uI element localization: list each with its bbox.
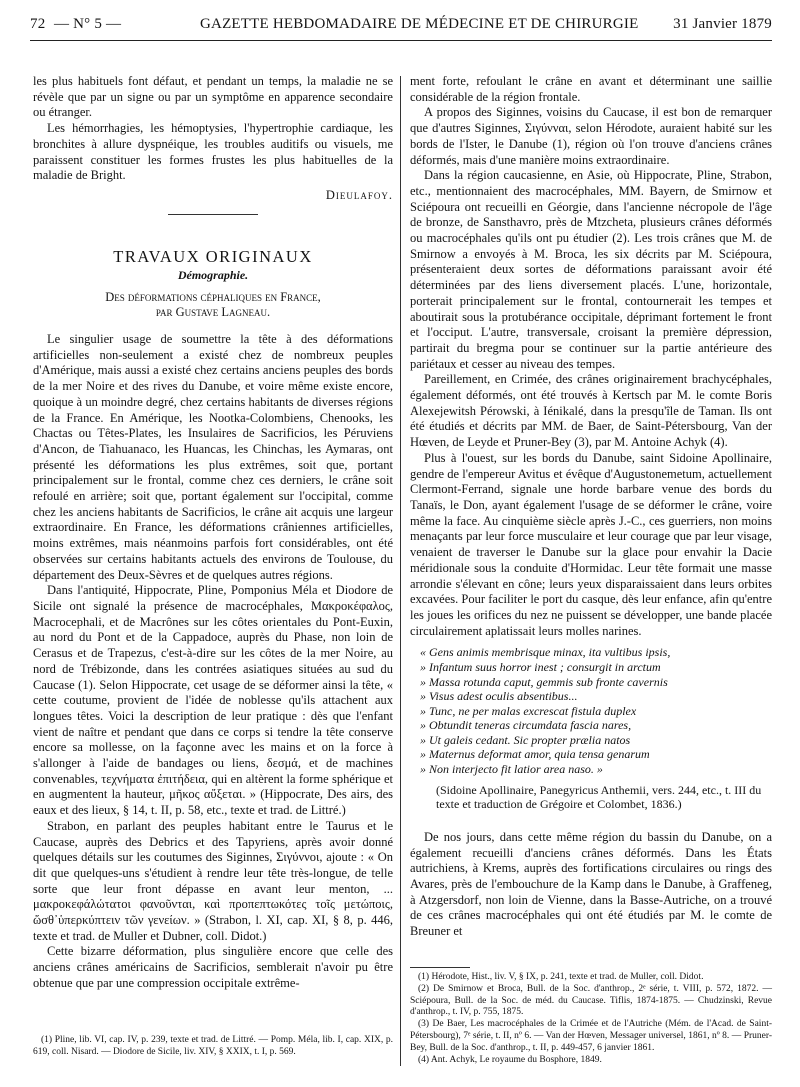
- paragraph: A propos des Siginnes, voisins du Caucase, il est bon de remarquer que d'autres Siginnes, Σιγύνναι, selon Hérodote, auraient habité sur les bords de l'Ister, le Danube (1), région où l'on trouve d'anciens crânes déformés, mais d'une manière moins extraordinaire.: [410, 105, 772, 167]
- quote-line: » Tunc, ne per malas excrescat fistula duplex: [420, 703, 637, 718]
- paragraph: Le singulier usage de soumettre la tête à des déformations artificielles non-seulement a existé chez de nombreux peuples d'Amérique, mais aussi a existé chez certains anciens peuples des bords de la mer Noire et des rives du Danube, et voire même existe encore, quoique à un moindre degré, chez certains habitants de diverses régions de la France. En Amérique, les Nootka-Colombiens, Chenooks, les Chactas ou Têtes-Plates, les Insulaires de Sacrificios, les Péruviens d'Ancon, de Tiahuanaco, les Huancas, les Chinchas, les Aymaras, ont présenté les déformations les plus extrêmes, soit que, portant principalement sur le frontal, comme chez ces derniers, le crâne soit refoulé en arrière; soit que, portant également sur l'occipital, comme chez les anciens habitants de Sacrificios, le crâne ait acquis une largeur extraordinaire. En France, les déformations crâniennes artificielles, moins extrêmes, mais néanmoins parfois fort considérables, ont été observées sur certains habitants actuels des environs de Toulouse, du département des Deux-Sèvres et de quelques autres régions.: [33, 332, 393, 582]
- footnote: (4) Ant. Achyk, Le royaume du Bosphore, 1849.: [418, 1054, 602, 1065]
- article-title: [33, 290, 393, 320]
- footnote: (2) De Smirnow et Broca, Bull. de la Soc. d'anthrop., 2ᵉ série, t. VIII, p. 572, 1872. — Sciépoura, Bull. de la Soc. de méd. du Caucase. Tiflis, 1874-1875. — Chudzinski, Revue d'anthrop., t. IV, p. 755, 1875.: [410, 983, 772, 1018]
- latin-quote: [420, 645, 772, 776]
- footnote: (3) De Baer, Les macrocéphales de la Crimée et de l'Autriche (Mém. de l'Acad. de Saint-Pétersbourg), 7ᵉ série, t. II, nº 6. — Van der Hœven, Messager universel, 1861, nº 8. — Pruner-Bey, Bull. de la Soc. d'anthrop., t. II, p. 449-457, 6 janvier 1861.: [410, 1019, 772, 1053]
- subsection-title: Démographie.: [177, 268, 249, 283]
- paragraph: De nos jours, dans cette même région du bassin du Danube, on a également recueilli d'anciens crânes déformés. Dans les États autrichiens, à Krems, auprès des fortifications circulaires ou rings des Avares, près de l'embouchure de la Kamp dans le Danube, à Graffeneg, à Atzgersdorf, non loin de Vienne, dans la Basse-Autriche, on a trouvé de ces crânes macrocéphales qui ont été étudiés par M. le comte de Breuner et: [410, 829, 772, 939]
- issue-number: — N° 5 —: [54, 16, 122, 32]
- paragraph: Pareillement, en Crimée, des crânes originairement brachycéphales, également déformés, ont été trouvés à Kertsch par M. le comte Boris Alexejewitsh Pérowski, à Iénikalé, dans la presqu'île de Taman. Ils ont été étudiés et décrits par MM. de Baer, de Saint-Pétersbourg, Van der Hœven, de Leyde et Pruner-Bey (3), par M. Antoine Achyk (4).: [410, 372, 772, 450]
- paragraph: Strabon, en parlant des peuples habitant entre le Taurus et le Caucase, auprès des Debrics et des Tapyriens, après avoir donné quelques détails sur les coutumes des Siginnes, Σιγύννοι, ajoute : « On dit que quelques-uns s'étudient à rendre leur tête très-longue, de telle sorte que leur front dépasse en avant leur menton, ... μακροκεφάλώτατοι φανοῦνται, καὶ προπεπτωκότες τοῖς μετώποις, ὥσθ᾽ὑπερκύπτειν τῶν γενείων. » (Strabon, l. XI, cap. XI, § 8, p. 446, texte et trad. de Muller et Dubner, coll. Didot.): [33, 818, 393, 943]
- paragraph: Dans l'antiquité, Hippocrate, Pline, Pomponius Méla et Diodore de Sicile ont signalé la présence de macrocéphales, Μακροκέφαλος, Macrocephali, et de Macrônes sur les côtes orientales du Pont-Euxin, au nord du Pont et de la Cappadoce, auprès du Phase, non loin de Cerasus et de Trapezus, c'est-à-dire sur les côtes de la mer Noire, au nord de Trébizonde, dans les contrées asiatiques situées au sud du Caucase (1). Selon Hippocrate, cet usage de se déformer ainsi la tête, « cette coutume, provient de l'idée de noblesse qu'ils attachent aux longues têtes. Voici la description de leur pratique : dès que l'enfant vient de naître et pendant que dans ce corps si tendre la tête conserve encore sa mollesse, on la façonne avec les mains et on la force à s'allonger à l'aide de bandages ou liens, δεσμά, et de machines convenables, τεχνήματα ἐπιτήδεια, qui en altèrent la forme sphérique et en augmentent la hauteur, μῆκος αὔξεται. » (Hippocrate, Des airs, des eaux et des lieux, § 14, t. II, p. 58, etc., texte et trad. de Littré.): [33, 583, 393, 818]
- quote-line: « Gens animis membrisque minax, ita vultibus ipsis,: [420, 645, 671, 660]
- article-title-line: Des déformations céphaliques en France,: [105, 290, 321, 305]
- page-header: [30, 12, 772, 41]
- paragraph: les plus habituels font défaut, et pendant un temps, la maladie ne se révèle que par un signe ou par un symptôme en apparence secondaire ou étranger.: [33, 74, 393, 120]
- quote-line: » Visus adest oculis absentibus...: [420, 689, 578, 704]
- right-column: [410, 74, 772, 940]
- paragraph: Cette bizarre déformation, plus singulière encore que celle des anciens crânes américains de Sacrificios, semblerait n'avoir pu être obtenue que par une compression occipitale extrême-: [33, 944, 393, 990]
- paragraph: Les hémorrhagies, les hémoptysies, l'hypertrophie cardiaque, les bronchites à allure dyspnéique, les troubles auditifs ou visuels, me paraissent constituer les formes frustes les plus habituelles de la maladie de Bright.: [33, 121, 393, 183]
- section-title: TRAVAUX ORIGINAUX: [113, 246, 313, 266]
- issue-date: 31 Janvier 1879: [673, 16, 772, 32]
- paragraph: ment forte, refoulant le crâne en avant et déterminant une saillie considérable de la région frontale.: [410, 74, 772, 104]
- section-rule: [168, 214, 258, 215]
- author-signature: Dieulafoy.: [325, 187, 393, 202]
- article-author: par Gustave Lagneau.: [155, 305, 271, 320]
- paragraph: Plus à l'ouest, sur les bords du Danube, saint Sidoine Apollinaire, gendre de l'empereur Avitus et évêque d'Augustonemetum, actuellement Clermont-Ferrand, signale une horde barbare venue des bords du Tanaïs, le Don, ayant également l'usage de se déformer le crâne, voire même la face. Au cinquième siècle après J.-C., ces guerriers, non moins menaçants par leur force musculaire et leur courage que par leur visage, venaient de traverser le Danube sur la glace pour envahir la Dacie méridionale sous la conduite d'Hormidac. Leur tête formait une masse arrondie s'élevant en cône; leurs yeux disparaissaient dans leurs orbites excavées. Pour faciliter le port du casque, dès leur enfance, afin qu'entre les joues les orifices du nez ne puissent se développer, une bande placée circulairement aplatissait leurs molles narines.: [410, 450, 772, 638]
- footnote: (1) Hérodote, Hist., liv. V, § IX, p. 241, texte et trad. de Muller, coll. Didot.: [418, 972, 704, 982]
- quote-line: » Maternus deformat amor, quia tensa genarum: [420, 747, 650, 762]
- quote-source: (Sidoine Apollinaire, Panegyricus Anthemii, vers. 244, etc., t. III du texte et traduction de Grégoire et Colombet, 1836.): [436, 782, 762, 812]
- left-column: [33, 74, 393, 992]
- footnote: (1) Pline, lib. VI, cap. IV, p. 239, texte et trad. de Littré. — Pomp. Méla, lib. I, cap. XIX, p. 619, coll. Nisard. — Diodore de Sicile, liv. XIV, § XXIX, t. I, p. 569.: [33, 1035, 393, 1057]
- quote-line: » Non interjecto fit latior area naso. »: [420, 762, 603, 777]
- quote-line: » Infantum suus horror inest ; consurgit in arctum: [420, 659, 661, 674]
- journal-title: GAZETTE HEBDOMADAIRE DE MÉDECINE ET DE CHIRURGIE: [200, 16, 639, 32]
- left-footnotes: [33, 1035, 393, 1059]
- column-divider: [400, 76, 401, 1066]
- quote-line: » Ut galeis cedant. Sic propter prælia natos: [420, 732, 631, 747]
- quote-line: » Obtundit teneras circumdata fascia nares,: [420, 718, 632, 733]
- paragraph: Dans la région caucasienne, en Asie, où Hippocrate, Pline, Strabon, etc., mentionnaient des macrocéphales, MM. Bayern, de Smirnow et Sciépoura ont recueilli en Géorgie, dans l'ancienne nécropole de l'âge de bronze, de Sansthavro, près de Mtzcheta, plusieurs crânes déformés ou macrocéphales qu'ils ont pu étudier (2). Les trois crânes que M. de Smirnow a envoyés à M. Broca, les six décrits par M. Sciépoura, présenteraient deux sortes de déformations paraissant avoir été déterminées par des liens diversement placés. L'une, horizontale, porterait principalement sur le frontal, contournerait les tempes et aboutirait sous la protubérance occipitale, déprimant fortement le front et l'occiput. L'autre, transversale, croisant la première dépression, partirait du bregma pour se continuer sur la partie antérieure des pariétaux et cesser au niveau des tempes.: [410, 168, 772, 371]
- right-footnotes: [410, 957, 772, 1066]
- quote-line: » Massa rotunda caput, gemmis sub fronte cavernis: [420, 674, 668, 689]
- footnote-rule: [410, 967, 470, 968]
- page-number: 72: [30, 16, 46, 32]
